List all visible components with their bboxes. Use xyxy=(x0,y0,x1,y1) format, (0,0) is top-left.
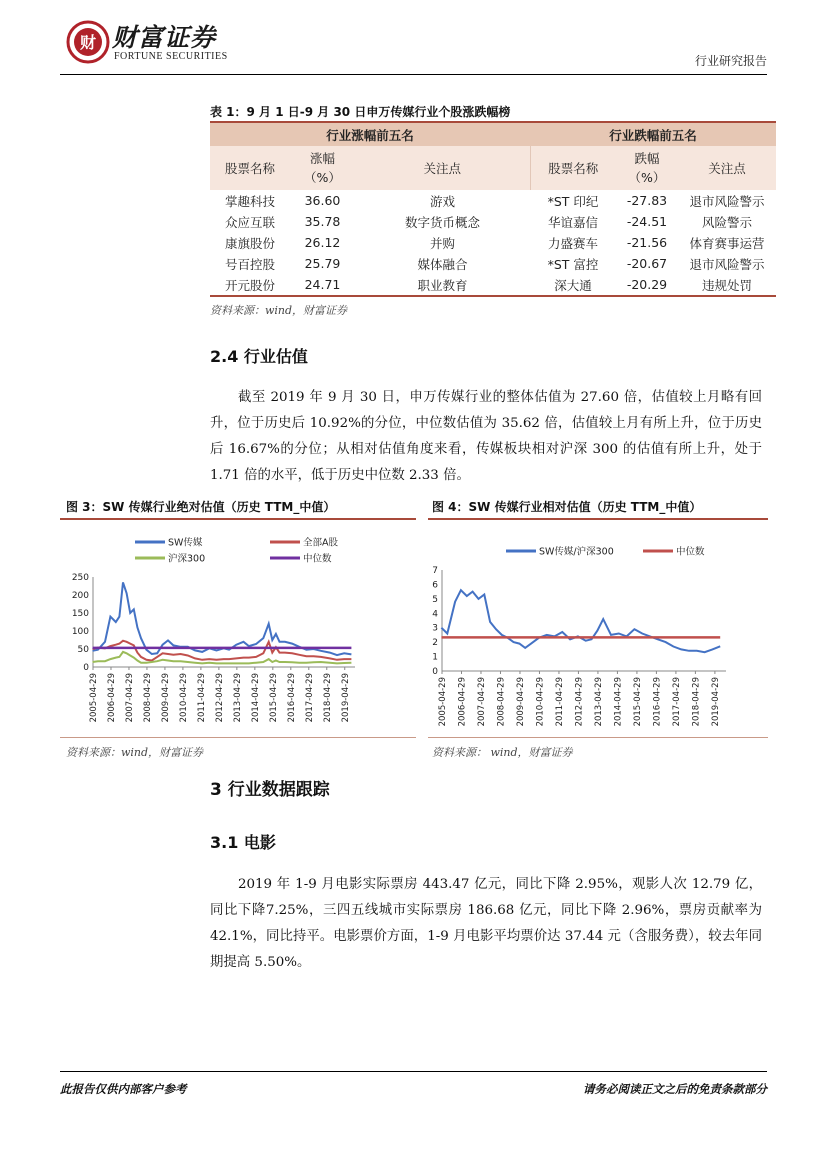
legend-label: SW传媒 xyxy=(168,537,203,549)
figure-3-source-note: 资料来源：wind，财富证券 xyxy=(66,746,204,759)
footer-disclaimer-left: 此报告仅供内部客户参考 xyxy=(60,1082,187,1096)
y-tick-label: 6 xyxy=(432,580,438,591)
y-tick-label: 50 xyxy=(77,645,89,655)
x-tick-label: 2008-04-29 xyxy=(496,677,507,727)
x-tick-label: 2014-04-29 xyxy=(613,677,624,727)
figure-3-chart xyxy=(60,522,416,736)
series-line-2 xyxy=(93,652,352,664)
x-tick-label: 2007-04-29 xyxy=(124,673,135,723)
stock-performance-table xyxy=(210,121,776,297)
table-source-note: 资料来源：wind，财富证券 xyxy=(210,304,348,317)
x-tick-label: 2018-04-29 xyxy=(322,673,333,723)
figure-4-chart xyxy=(428,522,768,736)
x-tick-label: 2005-04-29 xyxy=(438,677,448,727)
figure-4-title-rule xyxy=(428,518,768,520)
valuation-paragraph: 截至 2019 年 9 月 30 日，申万传媒行业的整体估值为 27.60 倍，估值较上月略有回升，位于历史后 10.92%的分位，中位数估值为 35.62 倍，估值较上月有所上升，位于历史后 16.67%的分位；从相对估值角度来看，传媒板块相对沪深 300 的估值有所上升，处于 1.71 倍的水平，低于历史中位数 2.33 倍。 xyxy=(210,390,762,483)
x-tick-label: 2015-04-29 xyxy=(632,677,643,727)
col-header-loss: 跌幅 （%） xyxy=(616,146,678,190)
x-tick-label: 2007-04-29 xyxy=(476,677,487,727)
legend-label: 沪深300 xyxy=(168,553,206,565)
x-tick-label: 2016-04-29 xyxy=(286,673,297,723)
legend-label: 全部A股 xyxy=(303,537,338,549)
y-tick-label: 0 xyxy=(83,663,89,673)
brand-name-en: FORTUNE SECURITIES xyxy=(114,51,228,62)
legend-label: 中位数 xyxy=(676,546,705,558)
logo-glyph: 财 xyxy=(79,33,97,52)
x-tick-label: 2008-04-29 xyxy=(142,673,153,723)
x-tick-label: 2009-04-29 xyxy=(160,673,171,723)
figure-3-bottom-rule xyxy=(60,737,416,738)
y-tick-label: 100 xyxy=(71,627,89,637)
losers-group-header: 行业跌幅前五名 xyxy=(530,122,776,146)
table-row: 开元股份 24.71 职业教育 深大通 -20.29 违规处罚 xyxy=(210,274,776,296)
table-row: 号百控股 25.79 媒体融合 *ST 富控 -20.67 退市风险警示 xyxy=(224,256,765,272)
col-header-focus-2: 关注点 xyxy=(678,146,776,190)
x-tick-label: 2011-04-29 xyxy=(196,673,207,723)
x-tick-label: 2013-04-29 xyxy=(593,677,604,727)
film-box-office-paragraph: 2019 年 1-9 月电影实际票房 443.47 亿元，同比下降 2.95%，观影人次 12.79 亿，同比下降7.25%，三四五线城市实际票房 186.68 亿元，同比下降 2.96%，票房贡献率为 42.1%，同比持平。电影票价方面，1-9 月电影平均票价达 37.44 元（含服务费），较去年同期提高 5.50%。 xyxy=(210,877,762,970)
x-tick-label: 2006-04-29 xyxy=(106,673,117,723)
header-divider xyxy=(60,74,767,75)
figure-4-source-note: 资料来源： wind，财富证券 xyxy=(432,746,573,759)
x-tick-label: 2014-04-29 xyxy=(250,673,261,723)
y-tick-label: 150 xyxy=(71,609,89,619)
section-heading-2-4: 2.4 行业估值 xyxy=(210,347,308,366)
y-tick-label: 2 xyxy=(432,638,438,649)
report-type-label: 行业研究报告 xyxy=(694,54,767,68)
col-header-focus: 关注点 xyxy=(355,146,530,190)
x-tick-label: 2011-04-29 xyxy=(554,677,565,727)
table-row: 众应互联 35.78 数字货币概念 华谊嘉信 -24.51 风险警示 xyxy=(224,214,752,230)
figure-4-bottom-rule xyxy=(428,737,768,738)
x-tick-label: 2015-04-29 xyxy=(268,673,279,723)
table-row: 掌趣科技 36.60 游戏 *ST 印纪 -27.83 退市风险警示 xyxy=(224,193,765,209)
y-tick-label: 1 xyxy=(432,652,438,663)
col-header-gain: 涨幅 （%） xyxy=(290,146,355,190)
table-caption: 表 1：9 月 1 日-9 月 30 日申万传媒行业个股涨跌幅榜 xyxy=(210,105,511,119)
figure-3-title: 图 3：SW 传媒行业绝对估值（历史 TTM_中值） xyxy=(66,500,336,514)
x-tick-label: 2017-04-29 xyxy=(671,677,682,727)
col-header-stock: 股票名称 xyxy=(210,146,290,190)
section-heading-3: 3 行业数据跟踪 xyxy=(210,780,330,800)
y-tick-label: 5 xyxy=(432,594,438,605)
x-tick-label: 2012-04-29 xyxy=(214,673,225,723)
x-tick-label: 2010-04-29 xyxy=(178,673,189,723)
x-tick-label: 2016-04-29 xyxy=(652,677,663,727)
x-tick-label: 2010-04-29 xyxy=(535,677,546,727)
company-logo xyxy=(66,20,110,64)
x-tick-label: 2018-04-29 xyxy=(691,677,702,727)
legend-label: 中位数 xyxy=(303,553,332,565)
y-tick-label: 3 xyxy=(432,623,438,634)
x-tick-label: 2009-04-29 xyxy=(515,677,526,727)
series-line-1 xyxy=(93,641,352,661)
x-tick-label: 2019-04-29 xyxy=(710,677,721,727)
section-heading-3-1: 3.1 电影 xyxy=(210,833,276,852)
x-tick-label: 2017-04-29 xyxy=(304,673,315,723)
figure-4-title: 图 4：SW 传媒行业相对估值（历史 TTM_中值） xyxy=(432,500,702,514)
x-tick-label: 2012-04-29 xyxy=(574,677,585,727)
gainers-group-header: 行业涨幅前五名 xyxy=(210,122,530,146)
y-tick-label: 7 xyxy=(432,566,438,576)
x-tick-label: 2006-04-29 xyxy=(457,677,468,727)
series-line-0 xyxy=(441,590,720,652)
brand-name-cn: 财富证券 xyxy=(112,23,217,52)
y-tick-label: 250 xyxy=(71,573,89,583)
x-tick-label: 2019-04-29 xyxy=(340,673,351,723)
y-tick-label: 4 xyxy=(432,609,438,620)
y-tick-label: 0 xyxy=(432,667,438,677)
x-tick-label: 2013-04-29 xyxy=(232,673,243,723)
figure-3-title-rule xyxy=(60,518,416,520)
y-tick-label: 200 xyxy=(71,591,89,601)
legend-label: SW传媒/沪深300 xyxy=(539,546,614,558)
footer-disclaimer-right: 请务必阅读正文之后的免责条款部分 xyxy=(583,1082,767,1096)
x-tick-label: 2005-04-29 xyxy=(89,673,99,723)
table-row: 康旗股份 26.12 并购 力盛赛车 -21.56 体育赛事运营 xyxy=(224,235,765,251)
col-header-stock-2: 股票名称 xyxy=(530,146,616,190)
footer-divider xyxy=(60,1071,767,1072)
